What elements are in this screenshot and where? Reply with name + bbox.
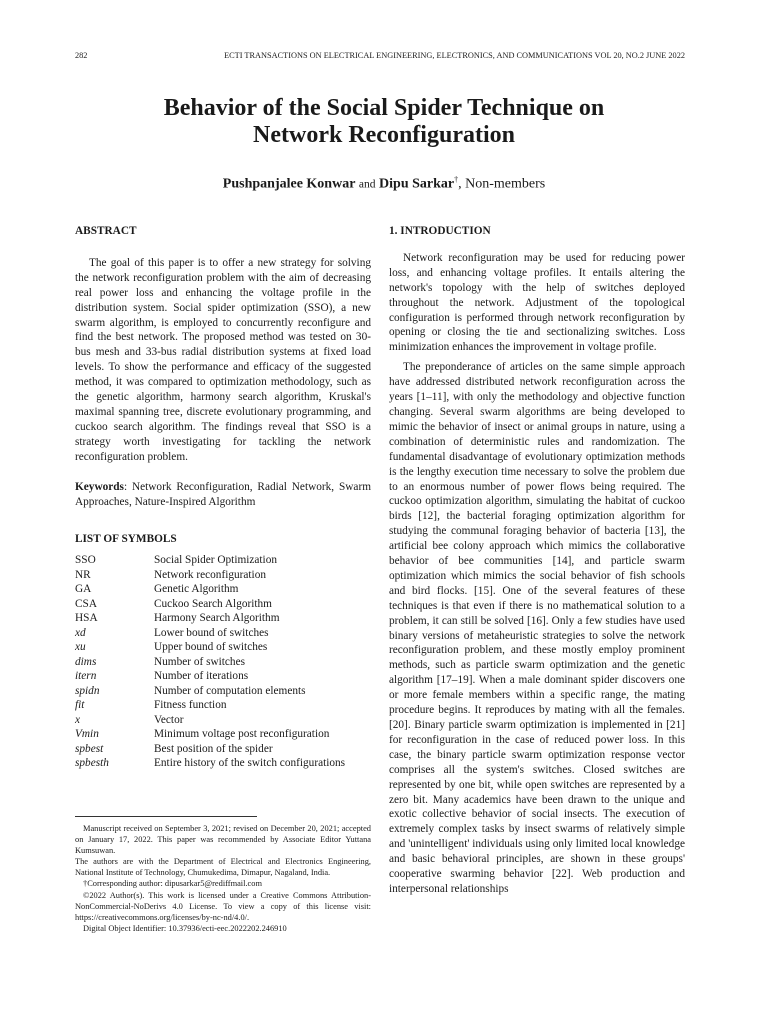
- symbol-description: Network reconfiguration: [154, 568, 266, 581]
- symbol-row: [75, 553, 371, 568]
- symbol-row: [75, 742, 371, 757]
- symbol-row: [75, 698, 371, 713]
- symbol-row: [75, 756, 371, 771]
- footnote-rule: [75, 816, 257, 817]
- symbol-row: [75, 669, 371, 684]
- symbol-description: Number of computation elements: [154, 684, 306, 697]
- footnote-manuscript: Manuscript received on September 3, 2021; revised on December 20, 2021; accepted on January 17, 2022. This paper was recommended by Associate Editor Yuttana Kumsuwan.: [75, 824, 371, 856]
- title-line-1: Behavior of the Social Spider Technique on: [163, 95, 605, 121]
- symbols-heading: LIST OF SYMBOLS: [75, 533, 177, 546]
- author-suffix: , Non-members: [458, 176, 546, 192]
- symbol-description: Minimum voltage post reconfiguration: [154, 728, 330, 741]
- symbol-name: itern: [75, 670, 97, 683]
- symbol-name: fit: [75, 699, 85, 712]
- symbol-name: SSO: [75, 554, 96, 567]
- symbol-description: Fitness function: [154, 699, 227, 712]
- symbol-row: [75, 582, 371, 597]
- symbol-row: [75, 655, 371, 670]
- symbol-name: dims: [75, 655, 97, 668]
- symbol-row: [75, 713, 371, 728]
- symbol-name: spbesth: [75, 757, 109, 770]
- intro-paragraph-2: The preponderance of articles on the same simple approach have addressed distributed network reconfiguration across the years [1–11], with only the methodology and objective function changing. Several swarm algorithms are being developed to mimic the behavior of insect or animal groups in nature, using a combination of deterministic rules and randomization. The fundamental disadvantage of evolutionary optimization methods is the lengthy execution time necessary to solve the problem due to an enormous number of power flows being required. The cuckoo optimization algorithm, simulating the habitat of cuckoo birds [12], the bacterial foraging optimization algorithm for studying the communal foraging behavior of bacteria [13], the artificial bee colony approach which mimics the collaborative behavior of bee communities [14], and particle swarm optimization which mimics the social behavior of fish schools and bird flocks. [15]. One of the several features of these techniques is that even if there is no mathematical solution to a problem, it can still be solved [16]. Only a few studies have used binary versions of metaheuristic strategies to solve the network reconfiguration problem, and these mostly employ prominent methods, such as particle swarm optimization and the genetic algorithm [17–19]. When a male dominant spider discovers one or more female members within a specific range, the mating procedure begins. It reproduces by mating with all the females. [20]. Binary particle swarm optimization is implemented in [21] for reconfiguration in the case of reduced power loss. In this case, the binary particle swarm optimization response vector comprises all the system's switches. Closed switches are represented by one bit, while open switches are represented by a zero bit. Many academics have been drawn to the unique and exotic collective behavior of social insects. The execution of extremely complex tasks by insect swarms of relatively simple and 'unintelligent' individuals using only limited local knowledge and basic behavioral principles, are shown in these groups' cooperative swarming behavior [22]. Web production and interpersonal relationships: [389, 361, 685, 895]
- author-2: Dipu Sarkar: [379, 176, 455, 192]
- right-column: [389, 224, 685, 897]
- keywords: [75, 480, 371, 510]
- corresponding-dagger: †: [454, 175, 459, 184]
- footnote-license: ©2022 Author(s). This work is licensed under a Creative Commons Attribution-NonCommercial-NoDerivs 4.0 License. To view a copy of this license visit: https://creativecommons.org/licenses/by-nc-nd/4.0/.: [75, 890, 371, 922]
- symbol-description: Upper bound of switches: [154, 641, 268, 654]
- keywords-label: Keywords: [75, 480, 124, 493]
- symbol-name: xu: [75, 641, 86, 654]
- symbol-row: [75, 597, 371, 612]
- symbol-description: Genetic Algorithm: [154, 583, 239, 596]
- symbol-name: x: [75, 713, 81, 726]
- symbol-row: [75, 626, 371, 641]
- abstract-text: The goal of this paper is to offer a new strategy for solving the network reconfiguration problem with the aim of decreasing real power loss and enhancing the voltage profile in the distribution system. Social spider optimization (SSO), a new swarm algorithm, is employed to concurrently reconfigure and find the best network. The proposed method was tested on 30-bus mesh and 33-bus radial distribution systems at fixed load levels. To show the performance and efficacy of the suggested method, it was compared to optimization methodology, such as the genetic algorithm, harmony search algorithm, Kruskal's maximal spanning tree, discrete evolutionary programming, and cuckoo search algorithm. The findings reveal that SSO is a strategy worth investigating for tackling the network reconfiguration problem.: [75, 256, 371, 463]
- symbol-description: Harmony Search Algorithm: [154, 612, 280, 625]
- symbol-name: spbest: [75, 742, 104, 755]
- footnote-affiliation: The authors are with the Department of Electrical and Electronics Engineering, National Institute of Technology, Chumukedima, Dimapur, Nagaland, India.: [75, 857, 371, 878]
- symbol-description: Number of switches: [154, 655, 245, 668]
- abstract-heading: ABSTRACT: [75, 225, 137, 237]
- symbol-description: Cuckoo Search Algorithm: [154, 597, 272, 610]
- symbol-row: [75, 684, 371, 699]
- symbol-description: Social Spider Optimization: [154, 554, 277, 567]
- left-column: [75, 224, 371, 771]
- journal-name: ECTI TRANSACTIONS ON ELECTRICAL ENGINEERING, ELECTRONICS, AND COMMUNICATIONS VOL 20, NO.2 JUNE 2022: [224, 51, 685, 60]
- symbol-name: HSA: [75, 612, 98, 625]
- footnote-doi: Digital Object Identifier: 10.37936/ecti-eec.2022202.246910: [83, 923, 287, 933]
- title-line-2: Network Reconfiguration: [253, 122, 515, 148]
- author-line: [60, 175, 708, 193]
- symbol-name: NR: [75, 568, 91, 581]
- symbol-description: Best position of the spider: [154, 742, 273, 755]
- footnotes: [75, 823, 371, 934]
- symbol-name: Vmin: [75, 728, 99, 741]
- symbol-description: Number of iterations: [154, 670, 249, 683]
- footnote-corresponding: †Corresponding author: dipusarkar5@rediffmail.com: [83, 879, 262, 889]
- symbol-name: GA: [75, 583, 92, 596]
- symbol-name: xd: [75, 626, 86, 639]
- symbol-description: Vector: [154, 713, 184, 726]
- symbol-row: [75, 611, 371, 626]
- symbol-row: [75, 727, 371, 742]
- symbol-name: CSA: [75, 597, 97, 610]
- symbol-description: Entire history of the switch configurations: [154, 757, 346, 770]
- author-1: Pushpanjalee Konwar: [222, 176, 356, 192]
- intro-paragraph-1: Network reconfiguration may be used for reducing power loss, and enhancing voltage profiles. It entails altering the network's topology with the help of switches deployed throughout the network. Adjustment of the topological configuration is performed through network reconfiguration by opening or closing the tie and sectionalizing switches. Loss minimization enhances the improvement in voltage profile.: [389, 251, 685, 354]
- intro-heading: 1. INTRODUCTION: [389, 225, 491, 237]
- symbol-description: Lower bound of switches: [154, 626, 269, 639]
- page-number: 282: [75, 51, 88, 60]
- paper-title: [60, 95, 708, 149]
- symbols-table: [75, 553, 371, 771]
- keywords-text: : Network Reconfiguration, Radial Network, Swarm Approaches, Nature-Inspired Algorithm: [75, 480, 371, 508]
- symbol-row: [75, 640, 371, 655]
- symbol-name: spidn: [75, 684, 100, 697]
- symbol-row: [75, 568, 371, 583]
- running-head: [75, 51, 685, 63]
- author-conjunction: and: [358, 178, 376, 191]
